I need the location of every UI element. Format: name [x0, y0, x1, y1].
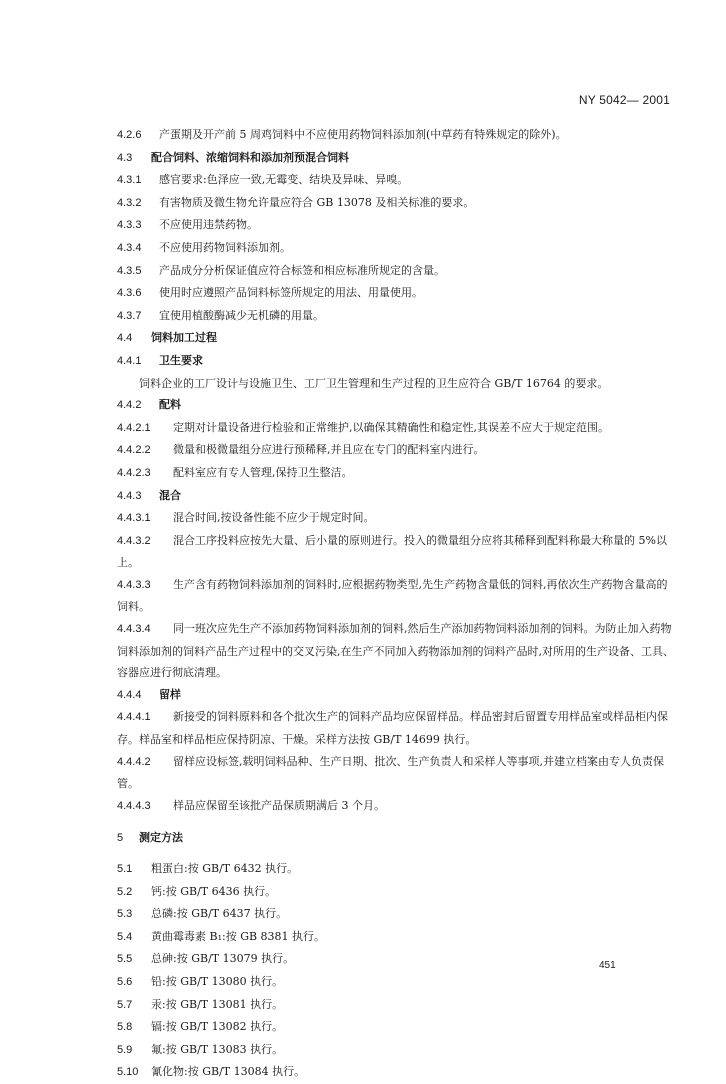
- clause-text: 使用时应遵照产品饲料标签所规定的用法、用量使用。: [159, 286, 423, 300]
- clause-text: 配料室应有专人管理,保持卫生整洁。: [173, 465, 353, 479]
- clause: [117, 214, 677, 237]
- clause-number: 5.9: [117, 1043, 133, 1056]
- clause: [117, 994, 677, 1017]
- clause-text: 总磷:按 GB/T 6437 执行。: [151, 907, 288, 921]
- clause: [117, 462, 677, 485]
- clause: [117, 530, 677, 574]
- clause-text: 氟:按 GB/T 13083 执行。: [151, 1042, 284, 1056]
- clause-text: 汞:按 GB/T 13081 执行。: [151, 997, 284, 1011]
- clause-number: 4.3.1: [117, 174, 142, 187]
- clause-number: 4.4.2.2: [117, 444, 151, 457]
- clause-number: 4.3.6: [117, 287, 142, 300]
- clause-text: 混合工序投料应按先大量、后小量的原则进行。投入的微量组分应将其稀释到配料称最大称量的 5%以上。: [117, 533, 667, 570]
- clause: [117, 903, 677, 926]
- clause-text: 饲料加工过程: [151, 331, 217, 345]
- clause-text: 配合饲料、浓缩饲料和添加剂预混合饲料: [151, 150, 349, 164]
- clause-number: 4.4.1: [117, 354, 142, 367]
- clause: [117, 439, 677, 462]
- clause-text: 生产含有药物饲料添加剂的饲料时,应根据药物类型,先生产药物含量低的饲料,再依次生产药物含量高的饲料。: [117, 577, 668, 614]
- standard-code: NY 5042— 2001: [578, 93, 670, 107]
- clause: [117, 260, 677, 283]
- clause-number: 4.4.4.3: [117, 799, 151, 812]
- clause: [117, 971, 677, 994]
- clause: [117, 327, 677, 350]
- section-heading: [117, 827, 677, 850]
- clause-number: 4.4: [117, 332, 133, 345]
- section-title: 测定方法: [139, 831, 183, 845]
- clause: [117, 795, 677, 818]
- clause-text: 混合时间,按设备性能不应少于规定时间。: [173, 511, 375, 525]
- clause: [117, 507, 677, 530]
- clause-text: 不应使用药物饲料添加剂。: [159, 240, 291, 254]
- clause-number: 4.2.6: [117, 129, 142, 141]
- clause: [117, 485, 677, 508]
- clause-text: 钙:按 GB/T 6436 执行。: [151, 884, 277, 898]
- clause-number: 4.3.4: [117, 241, 142, 254]
- clause: [117, 237, 677, 260]
- clause-number: 4.3.3: [117, 219, 142, 232]
- clause: [117, 147, 677, 170]
- clause-text: 定期对计量设备进行检验和正常维护,以确保其精确性和稳定性,其误差不应大于规定范围。: [173, 420, 609, 434]
- clause-number: 4.4.4.2: [117, 755, 151, 768]
- clause-list-b: [117, 394, 677, 530]
- clause-text: 不应使用违禁药物。: [159, 218, 258, 232]
- clause-text: 产品成分分析保证值应符合标签和相应标准所规定的含量。: [159, 263, 445, 277]
- page-number: 451: [599, 960, 616, 971]
- clause-number: 4.4.3.1: [117, 512, 151, 525]
- clause-number: 5.5: [117, 953, 133, 966]
- clause-text: 混合: [159, 488, 181, 502]
- clause-text: 总砷:按 GB/T 13079 执行。: [151, 952, 295, 966]
- mixing-clauses: [117, 530, 677, 684]
- method-list: [117, 858, 677, 1084]
- clause-number: 5.2: [117, 885, 133, 898]
- clause-number: 4.4.2.3: [117, 466, 151, 479]
- clause-number: 4.4.2.1: [117, 421, 151, 434]
- clause-heading: [117, 684, 677, 707]
- clause: [117, 192, 677, 215]
- clause-number: 4.4.3.3: [117, 578, 151, 591]
- section-number: 5: [117, 832, 124, 845]
- clause-title: 留样: [159, 687, 181, 701]
- clause-number: 4.3.2: [117, 196, 142, 209]
- clause: [117, 1061, 677, 1084]
- clause-number: 4.3.5: [117, 264, 142, 277]
- clause-text: 粗蛋白:按 GB/T 6432 执行。: [151, 862, 299, 875]
- clause: [117, 926, 677, 949]
- clause-number: 4.4.4.1: [117, 711, 151, 724]
- hygiene-paragraph: 饲料企业的工厂设计与设施卫生、工厂卫生管理和生产过程的卫生应符合 GB/T 16764 的要求。: [139, 376, 609, 390]
- clause: [117, 1039, 677, 1062]
- clause-number: 5.7: [117, 998, 133, 1011]
- clause: [117, 305, 677, 328]
- clause-text: 有害物质及微生物允许量应符合 GB 13078 及相关标准的要求。: [159, 195, 475, 209]
- clause-number: 4.4.4: [117, 688, 142, 701]
- clause: [117, 751, 677, 795]
- clause: [117, 881, 677, 904]
- clause: [117, 618, 677, 684]
- clause: [117, 169, 677, 192]
- clause-number: 4.4.2: [117, 399, 142, 412]
- sampling-clauses: [117, 706, 677, 794]
- clause: [117, 948, 677, 971]
- clause-text: 铅:按 GB/T 13080 执行。: [151, 974, 284, 988]
- clause: [117, 574, 677, 618]
- clause-text: 样品应保留至该批产品保质期满后 3 个月。: [173, 798, 385, 812]
- clause: [117, 1016, 677, 1039]
- clause-text: 卫生要求: [159, 353, 203, 367]
- clause-number: 5.10: [117, 1066, 139, 1079]
- clause: [117, 394, 677, 417]
- clause-text: 新接受的饲料原料和各个批次生产的饲料产品均应保留样品。样品密封后留置专用样品室或样品柜内保存。样品室和样品柜应保持阴凉、干燥。采样方法按 GB/T 14699 执行。: [117, 710, 668, 747]
- clause-number: 5.3: [117, 908, 133, 921]
- clause-number: 4.4.3.4: [117, 623, 151, 636]
- clause-text: 同一班次应先生产不添加药物饲料添加剂的饲料,然后生产添加药物饲料添加剂的饲料。为防止加入药物饲料添加剂的饲料产品生产过程中的交叉污染,在生产不同加入药物添加剂的饲料产品时,对所用的生产设备、工具、容器应进行彻底清理。: [117, 622, 674, 680]
- clause-text: 产蛋期及开产前 5 周鸡饲料中不应使用药物饲料添加剂(中草药有特殊规定的除外)。: [159, 128, 567, 141]
- document-body: [117, 124, 677, 1084]
- clause-text: 氰化物:按 GB/T 13084 执行。: [151, 1065, 306, 1079]
- clause: [117, 124, 677, 147]
- clause-number: 4.3.7: [117, 309, 142, 322]
- clause-number: 5.1: [117, 863, 133, 875]
- clause-number: 4.3: [117, 151, 133, 164]
- clause: [117, 858, 677, 881]
- clause-number: 5.4: [117, 930, 133, 943]
- clause-number: 4.4.3.2: [117, 534, 151, 547]
- clause: [117, 706, 677, 750]
- clause-number: 4.4.3: [117, 489, 142, 502]
- clause-number: 5.8: [117, 1021, 133, 1034]
- clause-text: 配料: [159, 398, 181, 412]
- clause-text: 镉:按 GB/T 13082 执行。: [151, 1020, 284, 1034]
- clause-text: 宜使用植酸酶减少无机磷的用量。: [159, 308, 324, 322]
- clause: [117, 417, 677, 440]
- clause-number: 5.6: [117, 975, 133, 988]
- clause: [117, 350, 677, 373]
- clause-text: 感官要求:色泽应一致,无霉变、结块及异味、异嗅。: [159, 173, 409, 187]
- clause-list-a: [117, 124, 677, 373]
- clause-text: 微量和极微量组分应进行预稀释,并且应在专门的配料室内进行。: [173, 443, 485, 457]
- clause: [117, 282, 677, 305]
- clause-text: 黄曲霉毒素 B₁:按 GB 8381 执行。: [151, 929, 326, 943]
- clause-text: 留样应设标签,载明饲料品种、生产日期、批次、生产负责人和采样人等事项,并建立档案由专人负责保管。: [117, 754, 664, 791]
